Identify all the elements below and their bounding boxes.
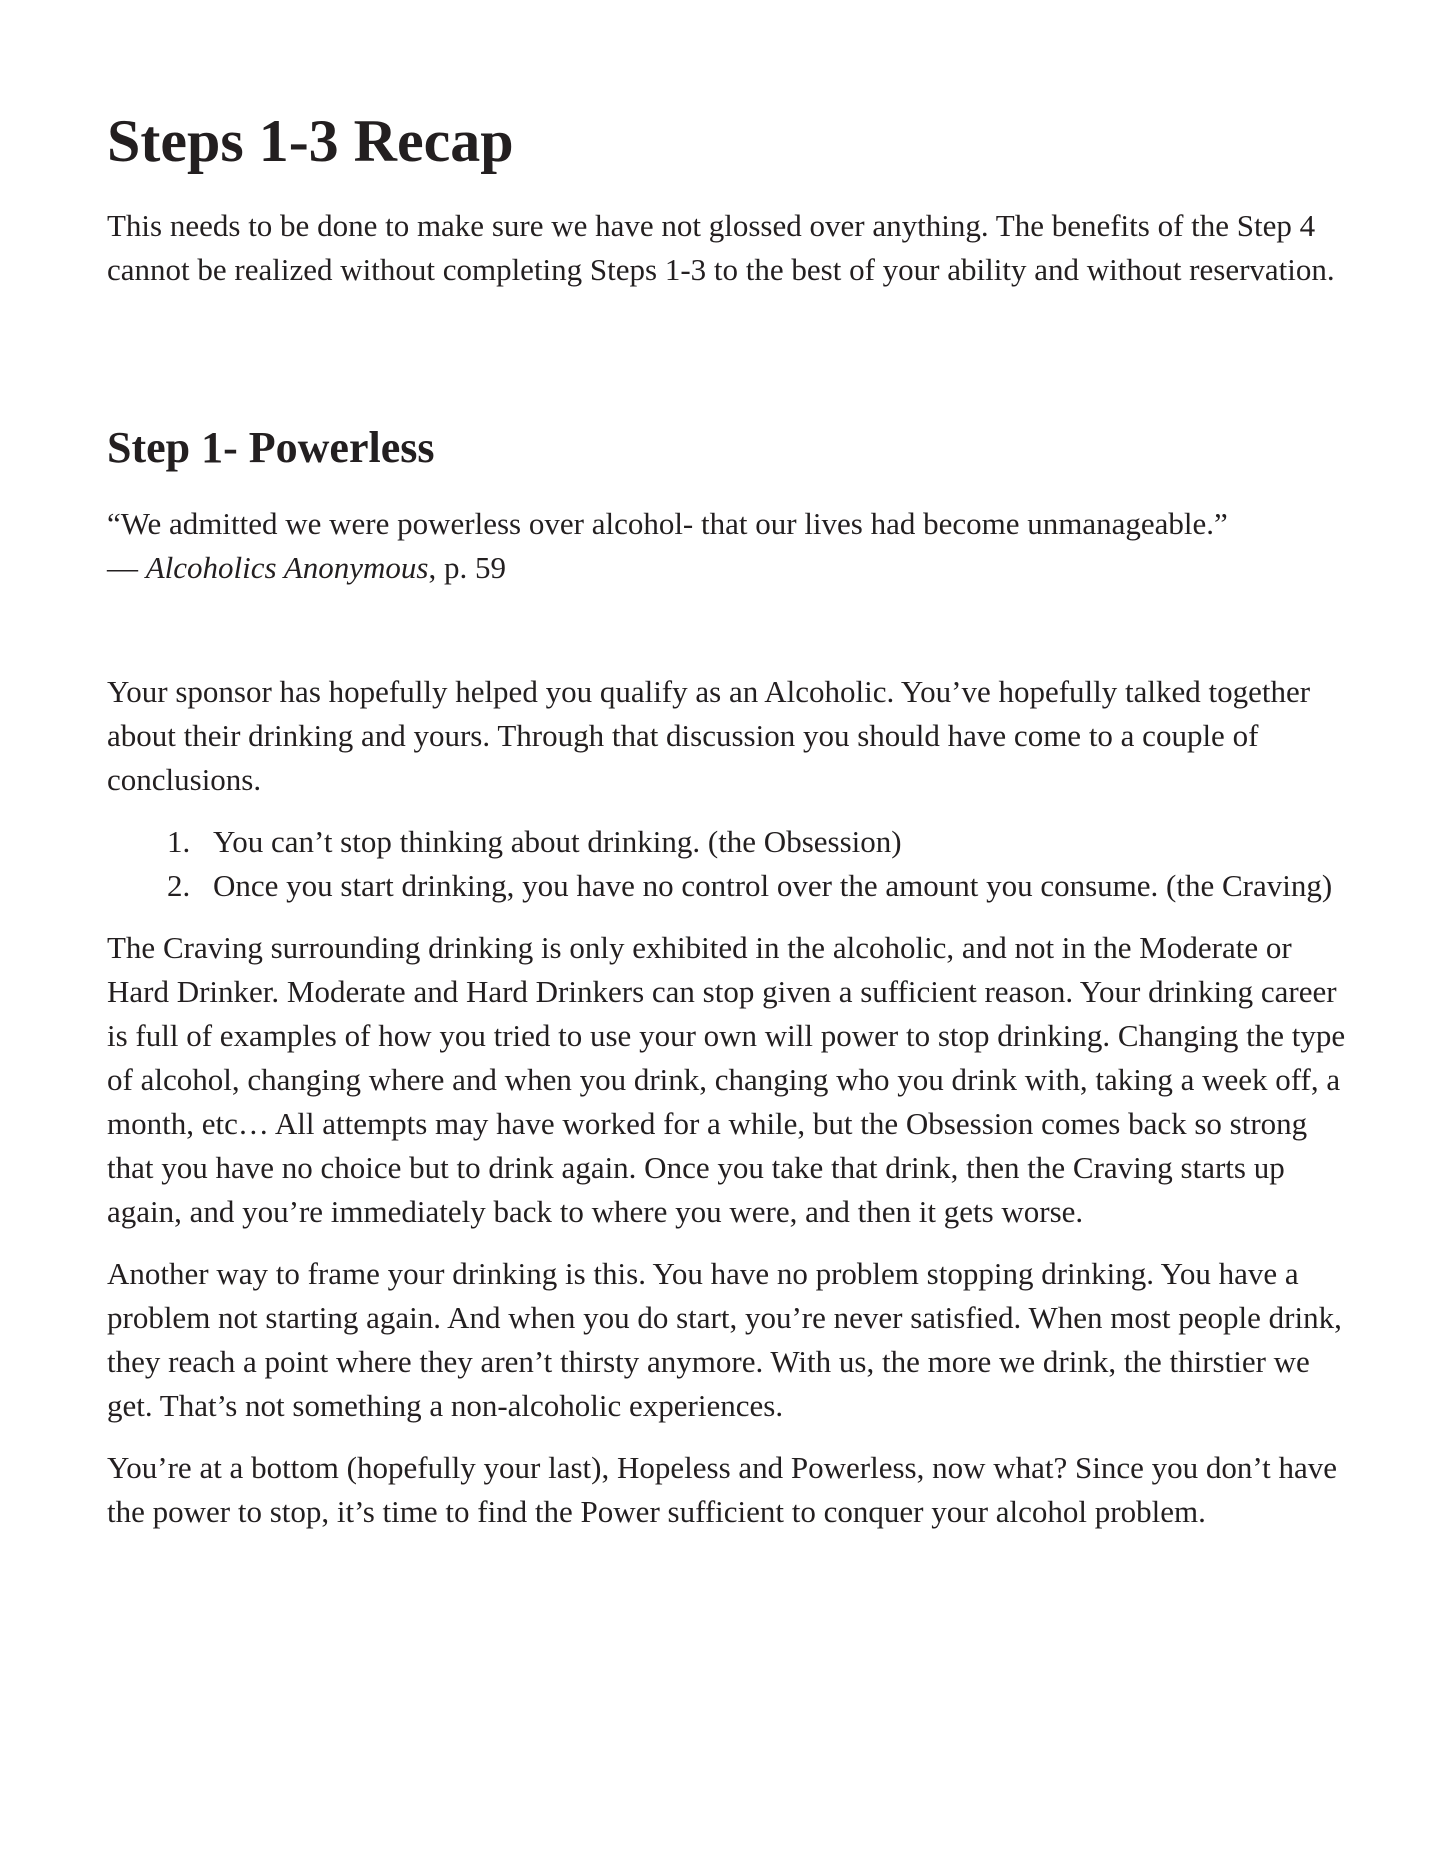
list-item-text: You can’t stop thinking about drinking. (the Obsession) — [213, 824, 902, 859]
body-paragraph-3: Another way to frame your drinking is this. You have no problem stopping drinking. You have a problem not starting again. And when you do start, you’re never satisfied. When most people drink, they reach a point where they aren’t thirsty anymore. With us, the more we drink, the thirstier we get. That’s not something a non-alcoholic experiences. — [107, 1256, 1342, 1423]
list-item-number: 2. — [167, 868, 191, 903]
list-item-number: 1. — [167, 824, 191, 859]
intro-paragraph: This needs to be done to make sure we have not glossed over anything. The benefits of the Step 4 cannot be realized without completing Steps 1-3 to the best of your ability and without reservation. — [107, 208, 1335, 287]
list-item-text: Once you start drinking, you have no control over the amount you consume. (the Craving) — [213, 868, 1333, 903]
quote-text: “We admitted we were powerless over alcohol- that our lives had become unmanageable.” — [107, 506, 1228, 541]
quote-page: , p. 59 — [428, 550, 506, 585]
body-paragraph-2: The Craving surrounding drinking is only exhibited in the alcoholic, and not in the Moderate or Hard Drinker. Moderate and Hard Drinkers can stop given a sufficient reason. Your drinking career is full of examples of how you tried to use your own will power to stop drinking. Changing the type of alcohol, changing where and when you drink, changing who you drink with, taking a week off, a month, etc… All attempts may have worked for a while, but the Obsession comes back so strong that you have no choice but to drink again. Once you take that drink, then the Craving starts up again, and you’re immediately back to where you were, and then it gets worse. — [107, 930, 1346, 1229]
section-heading-step1: Step 1- Powerless — [107, 423, 435, 472]
step1-quote — [107, 502, 1352, 590]
body-paragraph-4: You’re at a bottom (hopefully your last), Hopeless and Powerless, now what? Since you don’t have the power to stop, it’s time to find the Power sufficient to conquer your alcohol problem. — [107, 1450, 1338, 1529]
quote-dash: — — [107, 550, 138, 585]
page-title: Steps 1-3 Recap — [107, 108, 514, 174]
conclusions-list — [107, 820, 1352, 908]
quote-book-title: Alcoholics Anonymous — [145, 550, 429, 585]
body-paragraph-1: Your sponsor has hopefully helped you qualify as an Alcoholic. You’ve hopefully talked together about their drinking and yours. Through that discussion you should have come to a couple of conclusions. — [107, 674, 1311, 797]
step1-body — [107, 670, 1352, 1552]
list-item — [107, 864, 1352, 908]
list-item — [107, 820, 1352, 864]
